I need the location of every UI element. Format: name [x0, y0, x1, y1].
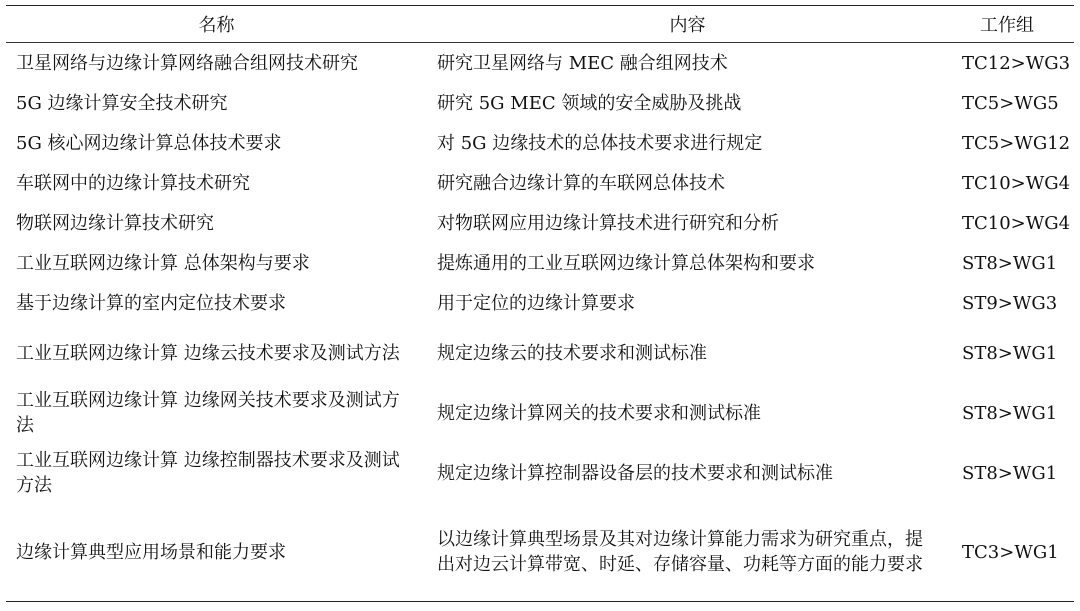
header-content: 内容 — [669, 15, 706, 36]
table-row — [6, 323, 1074, 383]
cell-group: TC10>WG4 — [962, 172, 1071, 194]
cell-name: 基于边缘计算的室内定位技术要求 — [16, 292, 286, 314]
table-row — [6, 383, 1074, 443]
header-name: 名称 — [198, 15, 235, 36]
cell-name: 工业互联网边缘计算 边缘控制器技术要求及测试方法 — [16, 450, 400, 496]
cell-group: TC5>WG12 — [962, 132, 1071, 154]
header-group: 工作组 — [980, 15, 1034, 36]
table-row — [6, 123, 1074, 163]
table-row — [6, 503, 1074, 602]
cell-group: ST8>WG1 — [962, 402, 1058, 424]
table-row — [6, 443, 1074, 503]
cell-group: ST9>WG3 — [962, 292, 1058, 314]
table-row — [6, 83, 1074, 123]
cell-content: 规定边缘计算网关的技术要求和测试标准 — [437, 402, 761, 424]
cell-content: 对 5G 边缘技术的总体技术要求进行规定 — [437, 132, 763, 154]
cell-content: 用于定位的边缘计算要求 — [437, 292, 635, 314]
table-row — [6, 163, 1074, 203]
cell-group: ST8>WG1 — [962, 252, 1058, 274]
cell-group: TC10>WG4 — [962, 212, 1071, 234]
cell-content: 规定边缘计算控制器设备层的技术要求和测试标准 — [437, 462, 833, 484]
cell-name: 边缘计算典型应用场景和能力要求 — [16, 541, 286, 563]
cell-content: 研究卫星网络与 MEC 融合组网技术 — [437, 52, 728, 74]
cell-name: 卫星网络与边缘计算网络融合组网技术研究 — [16, 52, 358, 74]
header-row — [6, 6, 1074, 43]
table-row — [6, 43, 1074, 84]
cell-content: 研究融合边缘计算的车联网总体技术 — [437, 172, 725, 194]
cell-name: 车联网中的边缘计算技术研究 — [16, 172, 250, 194]
cell-group: ST8>WG1 — [962, 462, 1058, 484]
table-row — [6, 203, 1074, 243]
table-body — [6, 43, 1074, 602]
table-row — [6, 283, 1074, 323]
cell-name: 物联网边缘计算技术研究 — [16, 212, 214, 234]
table-header — [6, 6, 1074, 43]
cell-group: ST8>WG1 — [962, 342, 1058, 364]
cell-name: 工业互联网边缘计算 边缘云技术要求及测试方法 — [16, 342, 400, 364]
cell-content: 提炼通用的工业互联网边缘计算总体架构和要求 — [437, 252, 815, 274]
cell-group: TC12>WG3 — [962, 52, 1071, 74]
cell-name: 工业互联网边缘计算 边缘网关技术要求及测试方法 — [16, 390, 400, 436]
standards-table — [6, 5, 1074, 602]
cell-content: 规定边缘云的技术要求和测试标准 — [437, 342, 707, 364]
cell-name: 5G 核心网边缘计算总体技术要求 — [16, 132, 282, 154]
cell-content: 研究 5G MEC 领域的安全威胁及挑战 — [437, 92, 742, 114]
table-row — [6, 243, 1074, 283]
cell-content: 对物联网应用边缘计算技术进行研究和分析 — [437, 212, 779, 234]
cell-group: TC5>WG5 — [962, 92, 1059, 114]
cell-group: TC3>WG1 — [962, 541, 1059, 563]
cell-content: 以边缘计算典型场景及其对边缘计算能力需求为研究重点，提出对边云计算带宽、时延、存储容量、功耗等方面的能力要求 — [437, 529, 923, 575]
cell-name: 5G 边缘计算安全技术研究 — [16, 92, 228, 114]
cell-name: 工业互联网边缘计算 总体架构与要求 — [16, 252, 310, 274]
